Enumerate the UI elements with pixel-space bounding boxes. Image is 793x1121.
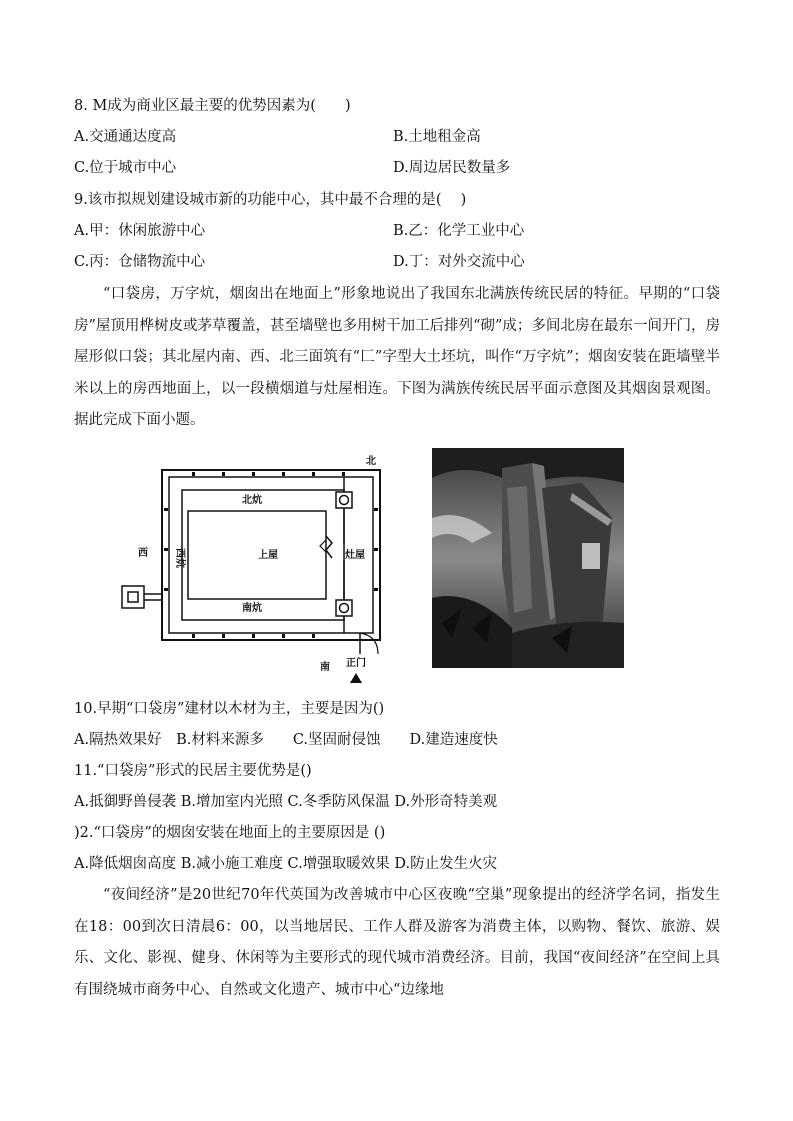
- floor-plan-diagram: [120, 448, 390, 683]
- label-north-kang: 北炕: [242, 495, 262, 506]
- q8-option-b: B.土地租金高: [393, 129, 481, 145]
- label-front-door: 正门: [346, 658, 366, 669]
- q9-option-a: A.甲：休闲旅游中心: [74, 223, 206, 239]
- label-north: 北: [366, 456, 376, 467]
- label-south: 南: [320, 662, 330, 673]
- q12-stem: )2.“口袋房”的烟囱安装在地面上的主要原因是 (): [74, 825, 386, 841]
- q12-options: A.降低烟囱高度 B.减小施工难度 C.增强取暖效果 D.防止发生火灾: [74, 856, 498, 872]
- passage-night-economy: “夜间经济”是20世纪70年代英国为改善城市中心区夜晚“空巢”现象提出的经济学名词，指发生在18：00到次日清晨6：00，以当地居民、工作人群及游客为消费主体，以购物、餐饮、旅游、娱乐、文化、影视、健身、休闲等为主要形式的现代城市消费经济。目前，我国“夜间经济”在空间上具有围绕城市商务中心、自然或文化遗产、城市中心“边缘地: [74, 887, 720, 998]
- q10-stem: 10.早期“口袋房”建材以木材为主，主要是因为(): [74, 701, 385, 717]
- label-main-room: 上屋: [258, 550, 278, 561]
- chimney-photo-drawing: [432, 448, 624, 668]
- q9-option-d: D.丁：对外交流中心: [393, 254, 525, 270]
- q8-option-c: C.位于城市中心: [74, 160, 177, 176]
- q8-option-d: D.周边居民数量多: [393, 160, 511, 176]
- q9-option-c: C.丙：仓储物流中心: [74, 254, 206, 270]
- passage-manchu-dwelling: “口袋房，万字炕，烟囱出在地面上”形象地说出了我国东北满族传统民居的特征。早期的“口袋房”屋顶用桦树皮或茅草覆盖，甚至墙壁也多用树干加工后排列“砌”成；多间北房在最东一间开门，房屋形似口袋；其北屋内南、西、北三面筑有“匚”字型大土坯坑，叫作“万字炕”；烟囱安装在距墙壁半米以上的房西地面上，以一段横烟道与灶屋相连。下图为满族传统民居平面示意图及其烟囱景观图。据此完成下面小题。: [74, 286, 720, 428]
- label-west-kang: 西炕: [174, 548, 185, 568]
- q11-options: A.抵御野兽侵袭 B.增加室内光照 C.冬季防风保温 D.外形奇特美观: [74, 794, 498, 810]
- chimney-photo: [432, 448, 624, 668]
- q11-stem: 11.“口袋房”形式的民居主要优势是(): [74, 763, 312, 779]
- label-west: 西: [138, 548, 148, 559]
- q8-option-a: A.交通通达度高: [74, 129, 177, 145]
- label-south-kang: 南炕: [242, 603, 262, 614]
- q9-option-b: B.乙：化学工业中心: [393, 223, 525, 239]
- q10-options: A.隔热效果好 B.材料来源多 C.坚固耐侵蚀 D.建造速度快: [74, 732, 498, 748]
- label-kitchen: 灶屋: [345, 550, 365, 561]
- q8-stem: 8. M成为商业区最主要的优势因素为( ): [74, 98, 351, 114]
- q9-stem: 9.该市拟规划建设城市新的功能中心，其中最不合理的是( ): [74, 192, 467, 208]
